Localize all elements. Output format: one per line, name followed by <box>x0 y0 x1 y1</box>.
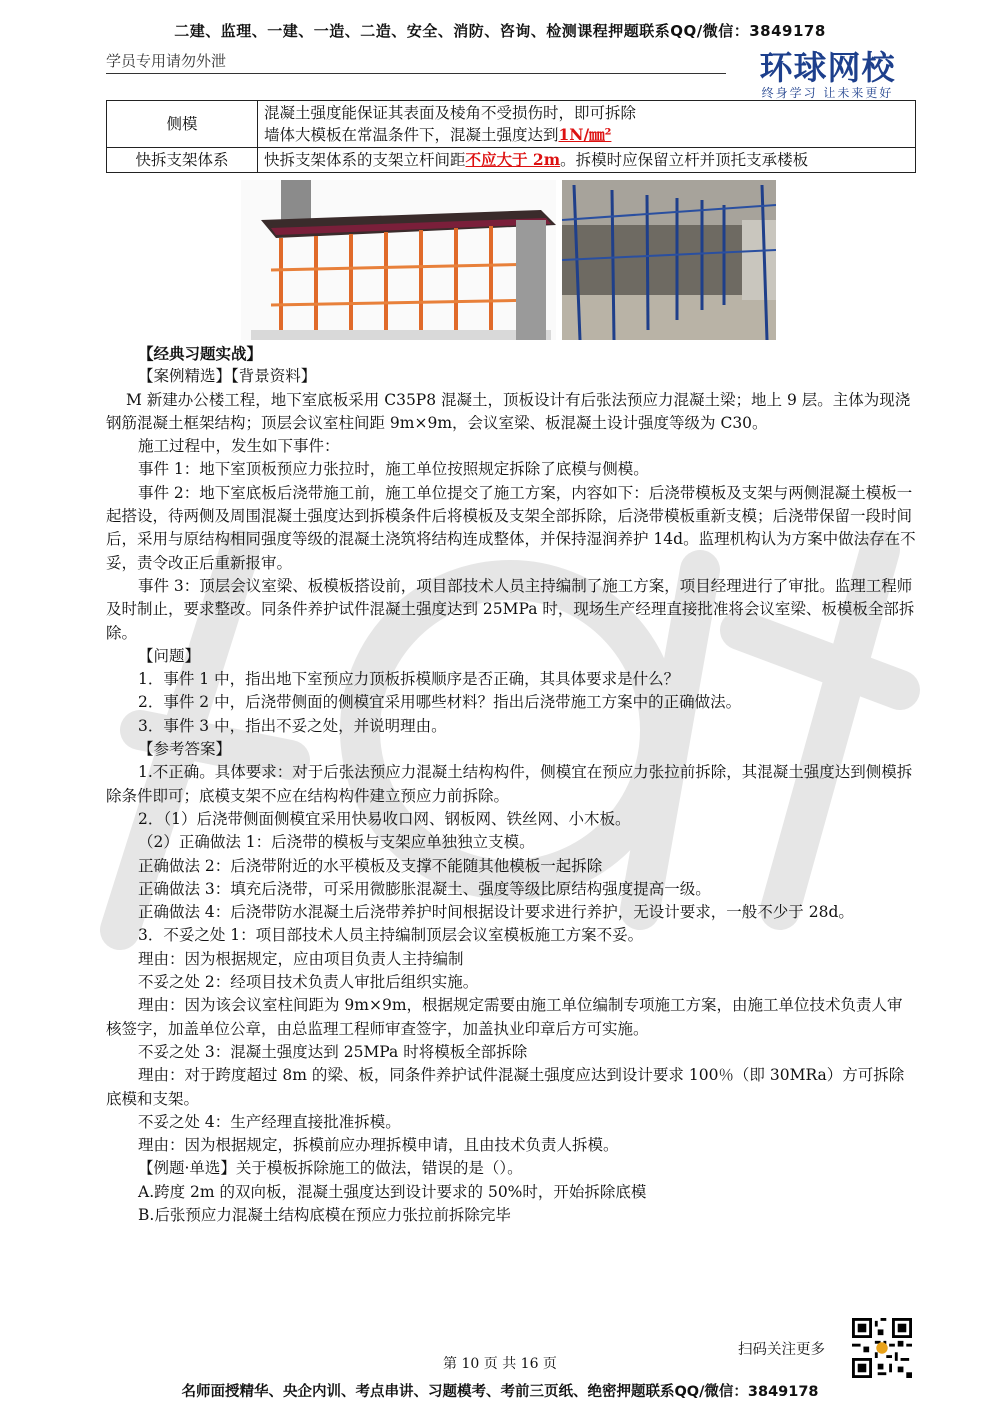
row-content-side-form <box>258 101 916 148</box>
question-2: 2．事件 2 中，后浇带侧面的侧模宜采用哪些材料？指出后浇带施工方案中的正确做法。 <box>138 693 742 712</box>
quick-release-support-photo-icon <box>562 180 776 340</box>
case-heading: 【案例精选】【背景资料】 <box>138 367 317 386</box>
quick-release-tail: 。拆模时应保留立杆并顶托支承楼板 <box>560 151 809 169</box>
question-1: 1．事件 1 中，指出地下室预应力顶板拆模顺序是否正确，其具体要求是什么？ <box>138 670 680 689</box>
answer-3-2: 不妥之处 2：经项目技术负责人审批后组织实施。 <box>138 973 479 992</box>
questions-heading: 【问题】 <box>138 646 201 665</box>
main-content <box>106 342 916 1227</box>
site-logo <box>740 42 915 102</box>
answer-2-3: 正确做法 2：后浇带附近的水平模板及支撑不能随其他模板一起拆除 <box>138 856 603 875</box>
logo-slogan: 终身学习 让未来更好 <box>761 86 894 100</box>
row-label-side-form: 侧模 <box>107 101 258 148</box>
table-row <box>107 148 916 173</box>
option-b: B.后张预应力混凝土结构底模在预应力张拉前拆除完毕 <box>138 1205 511 1224</box>
quick-release-text: 快拆支架体系的支架立杆间距 <box>264 151 466 169</box>
example-question: 【例题·单选】关于模板拆除施工的做法，错误的是（）。 <box>138 1159 523 1178</box>
answer-2-4: 正确做法 3：填充后浇带，可采用微膨胀混凝土、强度等级比原结构强度提高一级。 <box>138 879 711 898</box>
side-form-line-2-text: 墙体大模板在常温条件下，混凝土强度达到 <box>264 126 559 144</box>
answer-3-reason-3: 理由：对于跨度超过 8m 的梁、板，同条件养护试件混凝土强度应达到设计要求 100％（即 30MRa）方可拆除底模和支架。 <box>106 1066 905 1108</box>
answer-2-1: 2．（1）后浇带侧面侧模宜采用快易收口网、钢板网、铁丝网、小木板。 <box>138 809 631 828</box>
event-3: 事件 3：顶层会议室梁、板模板搭设前，项目部技术人员主持编制了施工方案，项目经理进行了审批。监理工程师及时制止，要求整改。同条件养护试件混凝土强度达到 25MPa 时，现场生产经理直接批准将会议室梁、板模板全部拆除。 <box>106 576 915 642</box>
question-3: 3．事件 3 中，指出不妥之处，并说明理由。 <box>138 716 447 735</box>
events-intro: 施工过程中，发生如下事件： <box>138 437 340 456</box>
answer-3-3: 不妥之处 3：混凝土强度达到 25MPa 时将模板全部拆除 <box>138 1042 528 1061</box>
side-form-strength-value: 1N/㎜² <box>558 125 612 144</box>
scan-follow-label: 扫码关注更多 <box>738 1342 825 1358</box>
answer-2-5: 正确做法 4：后浇带防水混凝土后浇带养护时间根据设计要求进行养护，无设计要求，一般不少于 28d。 <box>138 903 854 922</box>
top-contact-banner: 二建、监理、一建、一造、二造、安全、消防、咨询、检测课程押题联系QQ/微信：3849178 <box>174 22 826 40</box>
answer-3-reason-4: 理由：因为根据规定，拆模前应办理拆模申请，且由技术负责人拆模。 <box>138 1136 619 1155</box>
answer-3-4: 不妥之处 4：生产经理直接批准拆模。 <box>138 1112 401 1131</box>
student-only-note: 学员专用请勿外泄 <box>106 52 227 70</box>
answer-2-2: （2）正确做法 1：后浇带的模板与支架应单独独立支模。 <box>138 833 535 852</box>
quick-release-spacing-limit: 不应大于 2m <box>465 150 561 169</box>
option-a: A.跨度 2m 的双向板，混凝土强度达到设计要求的 50%时，开始拆除底模 <box>138 1182 647 1201</box>
logo-wordmark: 环球网校 <box>759 48 896 87</box>
page-number: 第 10 页 共 16 页 <box>443 1356 557 1372</box>
answer-3-reason-2: 理由：因为该会议室柱间距为 9m×9m，根据规定需要由施工单位编制专项施工方案，由施工单位技术负责人审核签字，加盖单位公章，由总监理工程师审查签字，加盖执业印章后方可实施。 <box>106 996 903 1038</box>
row-label-quick-release: 快拆支架体系 <box>107 148 258 173</box>
side-form-line-1: 混凝土强度能保证其表面及棱角不受损伤时，即可拆除 <box>264 104 637 122</box>
answer-3-1: 3．不妥之处 1：项目部技术人员主持编制顶层会议室模板施工方案不妥。 <box>138 926 644 945</box>
case-background: M 新建办公楼工程，地下室底板采用 C35P8 混凝土，顶板设计有后张法预应力混凝土梁；地上 9 层。主体为现浇钢筋混凝土框架结构；顶层会议室柱间距 9m×9m，会议室梁、板混凝土设计强度等级为 C30。 <box>106 390 911 432</box>
answer-3-reason-1: 理由：因为根据规定，应由项目负责人主持编制 <box>138 949 464 968</box>
bottom-contact-banner: 名师面授精华、央企内训、考点串讲、习题模考、考前三页纸、绝密押题联系QQ/微信：3849178 <box>181 1384 819 1400</box>
event-1: 事件 1：地下室顶板预应力张拉时，施工单位按照规定拆除了底模与侧模。 <box>138 460 649 479</box>
demolding-rules-table <box>106 100 916 173</box>
section-heading-exercises: 【经典习题实战】 <box>138 344 263 363</box>
side-form-line-2 <box>264 124 909 146</box>
answer-1: 1.不正确。具体要求：对于后张法预应力混凝土结构构件，侧模宜在预应力张拉前拆除，其混凝土强度达到侧模拆除条件即可；底模支架不应在结构构件建立预应力前拆除。 <box>106 763 913 805</box>
event-2: 事件 2：地下室底板后浇带施工前，施工单位提交了施工方案，内容如下：后浇带模板及支架与两侧混凝土模板一起搭设，待两侧及周围混凝土强度达到拆模条件后将模板及支架全部拆除，后浇带模板重新支模；后浇带保留一段时间后，采用与原结构相同强度等级的混凝土浇筑将结构连成整体，并保持湿润养护 14d。监理机构认为方案中做法存在不妥，责令改正后重新报审。 <box>106 483 916 572</box>
answers-heading: 【参考答案】 <box>138 740 232 759</box>
formwork-scaffold-diagram-icon <box>241 180 556 340</box>
header-divider <box>106 73 726 74</box>
row-content-quick-release <box>258 148 916 173</box>
table-row <box>107 101 916 148</box>
